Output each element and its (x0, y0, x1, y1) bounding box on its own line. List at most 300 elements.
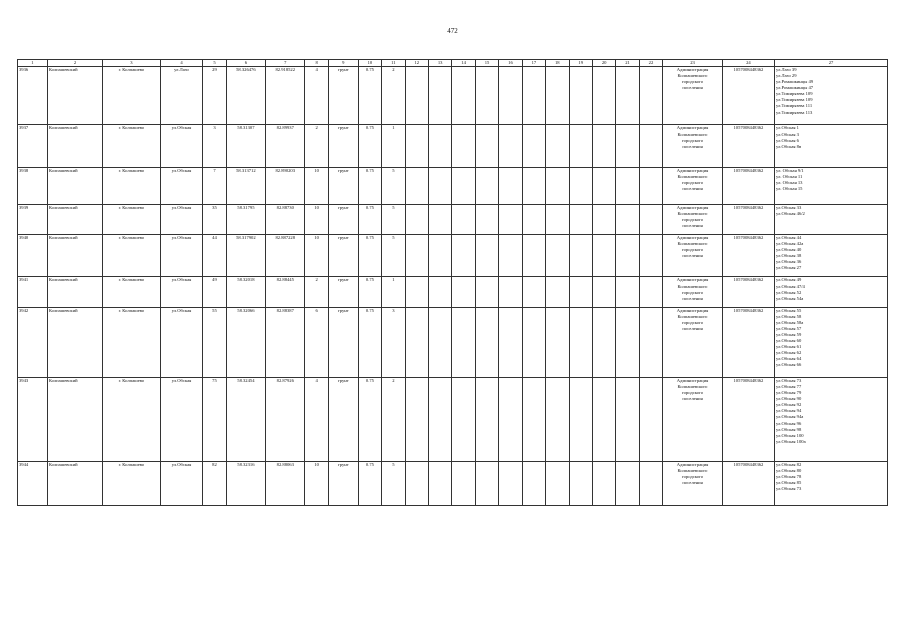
cell-street: ул.Лазо (160, 67, 203, 125)
owner-line: поселения (682, 253, 703, 259)
cell-n: 3938 (18, 167, 48, 204)
owner-line: Колпашевского (677, 241, 708, 247)
cell-district: Колпашевский (47, 378, 102, 462)
cell-empty (428, 307, 451, 377)
column-header: 8 (305, 60, 328, 67)
cell-addresses (774, 204, 887, 234)
cell-district: Колпашевский (47, 277, 102, 307)
cell-lon: 82.89937 (266, 125, 305, 167)
cell-empty (475, 204, 498, 234)
cell-empty (639, 378, 662, 462)
cell-ogrn: 1057008448362 (722, 125, 774, 167)
cell-cover: грунт (328, 167, 358, 204)
cell-ogrn: 1057008448362 (722, 378, 774, 462)
cell-lon: 82.88063 (266, 461, 305, 505)
addresses-line: ул.Обская 90 (775, 396, 802, 402)
cell-empty (452, 167, 475, 204)
cell-cnt: 5 (382, 235, 405, 277)
cell-lat: 58.32018 (226, 277, 265, 307)
cell-empty (475, 461, 498, 505)
cell-empty (522, 125, 545, 167)
addresses-line: ул.Обская 62 (775, 350, 802, 356)
column-header: 15 (475, 60, 498, 67)
cell-empty (522, 167, 545, 204)
cell-area: 4 (305, 378, 328, 462)
addresses-line: ул.Тимирязева 109 (775, 91, 813, 97)
cell-empty (569, 378, 592, 462)
cell-empty (405, 461, 428, 505)
addresses-line: ул.Обская 47/4 (775, 283, 805, 289)
cell-city: г. Колпашево (103, 125, 161, 167)
addresses-line: ул.Обская 73 (775, 485, 802, 491)
owner-line: поселения (682, 295, 703, 301)
cell-empty (499, 378, 522, 462)
cell-street: ул.Обская (160, 277, 203, 307)
column-header: 21 (616, 60, 639, 67)
cell-empty (592, 67, 615, 125)
cell-lat: 58.32316 (226, 461, 265, 505)
addresses-line: ул.Тимирязева 111 (775, 103, 813, 109)
owner-line: Колпашевского (677, 131, 708, 137)
cell-vol: 0.75 (358, 277, 381, 307)
addresses-line: ул.Обская 60 (775, 337, 802, 343)
cell-empty (522, 67, 545, 125)
cell-empty (522, 204, 545, 234)
cell-cnt: 5 (382, 167, 405, 204)
cell-empty (616, 307, 639, 377)
cell-area: 2 (305, 125, 328, 167)
cell-owner (663, 167, 723, 204)
cell-owner (663, 125, 723, 167)
cell-lat: 58.31795 (226, 204, 265, 234)
addresses-line: ул.Тимирязева 113 (775, 109, 813, 115)
cell-empty (546, 235, 569, 277)
cell-empty (452, 307, 475, 377)
cell-vol: 0.75 (358, 307, 381, 377)
addresses-line: ул.Обская 38 (775, 253, 802, 259)
cell-empty (405, 167, 428, 204)
cell-empty (405, 235, 428, 277)
cell-empty (522, 461, 545, 505)
addresses-line: ул. Обская 15 (775, 185, 803, 191)
cell-empty (569, 277, 592, 307)
cell-empty (546, 378, 569, 462)
cell-house: 49 (203, 277, 226, 307)
cell-empty (639, 67, 662, 125)
addresses-line: ул.Ромашкинцы 49 (775, 79, 814, 85)
column-header: 14 (452, 60, 475, 67)
cell-ogrn: 1057008448362 (722, 277, 774, 307)
cell-empty (546, 461, 569, 505)
cell-area: 2 (305, 277, 328, 307)
cell-empty (616, 378, 639, 462)
cell-empty (405, 378, 428, 462)
addresses-line: ул.Обская 82 (775, 461, 802, 467)
cell-empty (569, 461, 592, 505)
addresses-line: ул.Обская 1 (775, 125, 799, 131)
cell-empty (475, 235, 498, 277)
addresses-line: ул.Обская 6 (775, 137, 799, 143)
owner-line: Колпашевского (677, 467, 708, 473)
column-header: 6 (226, 60, 265, 67)
cell-empty (639, 235, 662, 277)
cell-empty (428, 235, 451, 277)
cell-n: 3936 (18, 67, 48, 125)
cell-city: г. Колпашево (103, 235, 161, 277)
cell-empty (592, 378, 615, 462)
cell-empty (428, 277, 451, 307)
cell-addresses (774, 277, 887, 307)
addresses-line: ул.Обская 52 (775, 289, 802, 295)
cell-district: Колпашевский (47, 461, 102, 505)
cell-empty (616, 235, 639, 277)
owner-line: поселения (682, 223, 703, 229)
column-header: 19 (569, 60, 592, 67)
addresses-line: ул.Обская 61 (775, 344, 802, 349)
table-row (18, 461, 888, 505)
cell-empty (475, 167, 498, 204)
cell-cnt: 2 (382, 67, 405, 125)
cell-empty (405, 277, 428, 307)
cell-lat: 58.32066 (226, 307, 265, 377)
column-header: 1 (18, 60, 48, 67)
cell-cnt: 5 (382, 461, 405, 505)
cell-empty (639, 461, 662, 505)
cell-empty (616, 67, 639, 125)
addresses-line: ул.Обская 73 (775, 378, 802, 384)
cell-cover: грунт (328, 461, 358, 505)
cell-empty (546, 67, 569, 125)
cell-n: 3944 (18, 461, 48, 505)
addresses-line: ул.Обская 79 (775, 390, 802, 396)
owner-line: городского (681, 247, 704, 253)
page-number: 472 (447, 27, 458, 35)
addresses-line: ул.Обская 96 (775, 420, 802, 426)
cell-area: 6 (305, 307, 328, 377)
cell-empty (428, 461, 451, 505)
cell-empty (475, 67, 498, 125)
addresses-line: ул.Лазо 29 (775, 73, 797, 79)
cell-empty (592, 204, 615, 234)
cell-ogrn: 1057008448362 (722, 235, 774, 277)
column-header: 23 (663, 60, 723, 67)
addresses-line: ул.Обская 55 (775, 307, 802, 313)
cell-empty (428, 204, 451, 234)
cell-house: 35 (203, 204, 226, 234)
owner-line: поселения (682, 479, 703, 485)
cell-ogrn: 1057008448362 (722, 167, 774, 204)
addresses-line: ул.Обская 44 (775, 235, 802, 241)
table-row (18, 277, 888, 307)
owner-line: городского (681, 473, 704, 479)
cell-lat: 58.313712 (226, 167, 265, 204)
cell-empty (522, 307, 545, 377)
addresses-line: ул.Обская 78 (775, 473, 802, 479)
column-header: 18 (546, 60, 569, 67)
cell-empty (569, 204, 592, 234)
cell-empty (499, 204, 522, 234)
cell-cover: грунт (328, 125, 358, 167)
cell-cover: грунт (328, 307, 358, 377)
cell-empty (546, 125, 569, 167)
cell-area: 10 (305, 235, 328, 277)
cell-empty (452, 204, 475, 234)
cell-ogrn: 1057008448362 (722, 461, 774, 505)
cell-cover: грунт (328, 378, 358, 462)
table-row (18, 378, 888, 462)
cell-empty (428, 378, 451, 462)
cell-empty (428, 67, 451, 125)
cell-empty (475, 277, 498, 307)
owner-line: городского (681, 289, 704, 295)
column-header: 2 (47, 60, 102, 67)
addresses-line: ул.Обская 92 (775, 402, 802, 408)
addresses-line: ул.Обская 80 (775, 467, 802, 473)
cell-area: 10 (305, 167, 328, 204)
cell-n: 3942 (18, 307, 48, 377)
addresses-line: ул.Обская 94а (775, 414, 804, 420)
column-header: 3 (103, 60, 161, 67)
addresses-line: ул.Обская 46/2 (775, 211, 805, 217)
addresses-line: ул.Обская 77 (775, 384, 802, 390)
cell-district: Колпашевский (47, 235, 102, 277)
cell-empty (522, 277, 545, 307)
addresses-line: ул.Обская 54а (775, 295, 804, 301)
table-row (18, 204, 888, 234)
owner-line: Администрация (676, 167, 709, 173)
column-header: 17 (522, 60, 545, 67)
cell-city: г. Колпашево (103, 67, 161, 125)
cell-empty (452, 125, 475, 167)
column-header: 27 (774, 60, 887, 67)
cell-district: Колпашевский (47, 67, 102, 125)
owner-line: городского (681, 137, 704, 143)
addresses-line: ул.Обская 98 (775, 426, 802, 432)
cell-empty (405, 204, 428, 234)
owner-line: городского (681, 179, 704, 185)
cell-cover: грунт (328, 204, 358, 234)
cell-addresses (774, 461, 887, 505)
cell-empty (639, 204, 662, 234)
addresses-line: ул.Обская 94 (775, 408, 802, 414)
owner-line: Колпашевского (677, 211, 708, 217)
cell-house: 55 (203, 307, 226, 377)
cell-house: 3 (203, 125, 226, 167)
addresses-line: ул.Лазо 39 (775, 67, 797, 73)
cell-owner (663, 461, 723, 505)
owner-line: Колпашевского (677, 313, 708, 319)
cell-district: Колпашевский (47, 307, 102, 377)
table-row (18, 167, 888, 204)
cell-n: 3939 (18, 204, 48, 234)
addresses-line: ул.Обская 100 (775, 432, 804, 438)
owner-line: поселения (682, 143, 703, 149)
cell-area: 10 (305, 204, 328, 234)
cell-empty (546, 204, 569, 234)
cell-street: ул.Обская (160, 125, 203, 167)
cell-cnt: 2 (382, 378, 405, 462)
column-header: 10 (358, 60, 381, 67)
cell-empty (499, 125, 522, 167)
cell-empty (546, 277, 569, 307)
addresses-line: ул.Ромашкинцы 47 (775, 85, 814, 91)
cell-owner (663, 67, 723, 125)
addresses-line: ул.Обская 27 (775, 265, 802, 271)
cell-empty (452, 277, 475, 307)
cell-addresses (774, 167, 887, 204)
cell-n: 3941 (18, 277, 48, 307)
cell-area: 10 (305, 461, 328, 505)
addresses-line: ул.Обская 49 (775, 277, 802, 283)
addresses-line: ул.Обская 8в (775, 143, 802, 149)
cell-addresses (774, 378, 887, 462)
cell-street: ул.Обская (160, 204, 203, 234)
owner-line: Администрация (676, 125, 709, 131)
cell-empty (405, 125, 428, 167)
cell-cnt: 1 (382, 125, 405, 167)
cell-empty (475, 125, 498, 167)
cell-lon: 82.87926 (266, 378, 305, 462)
cell-empty (475, 307, 498, 377)
column-header: 24 (722, 60, 774, 67)
cell-city: г. Колпашево (103, 461, 161, 505)
cell-vol: 0.75 (358, 67, 381, 125)
owner-line: Администрация (676, 235, 709, 241)
addresses-line: ул.Обская 59 (775, 331, 802, 337)
cell-empty (616, 277, 639, 307)
cell-house: 44 (203, 235, 226, 277)
cell-lon: 82.88445 (266, 277, 305, 307)
cell-empty (592, 167, 615, 204)
cell-district: Колпашевский (47, 204, 102, 234)
cell-street: ул.Обская (160, 235, 203, 277)
cell-empty (569, 167, 592, 204)
cell-addresses (774, 67, 887, 125)
cell-lat: 58.32454 (226, 378, 265, 462)
header-row (18, 60, 888, 67)
cell-empty (499, 167, 522, 204)
addresses-line: ул. Обская 13 (775, 179, 803, 185)
cell-district: Колпашевский (47, 125, 102, 167)
cell-ogrn: 1057008448362 (722, 204, 774, 234)
cell-empty (569, 307, 592, 377)
cell-empty (499, 67, 522, 125)
owner-line: Администрация (676, 378, 709, 384)
table-row (18, 125, 888, 167)
cell-ogrn: 1057008448362 (722, 307, 774, 377)
cell-house: 7 (203, 167, 226, 204)
cell-city: г. Колпашево (103, 307, 161, 377)
cell-empty (522, 378, 545, 462)
addresses-line: ул.Обская 64 (775, 356, 802, 362)
cell-lat: 58.317902 (226, 235, 265, 277)
owner-line: поселения (682, 85, 703, 91)
cell-empty (569, 67, 592, 125)
cell-vol: 0.75 (358, 167, 381, 204)
addresses-line: ул.Обская 85 (775, 479, 802, 485)
column-header: 16 (499, 60, 522, 67)
cell-lat: 58.31307 (226, 125, 265, 167)
addresses-line: ул.Обская 58а (775, 319, 804, 325)
table-row (18, 307, 888, 377)
column-header: 5 (203, 60, 226, 67)
cell-vol: 0.75 (358, 204, 381, 234)
cell-empty (546, 307, 569, 377)
addresses-line: ул.Обская 100а (775, 438, 806, 444)
cell-empty (639, 307, 662, 377)
cell-addresses (774, 235, 887, 277)
cell-addresses (774, 307, 887, 377)
cell-empty (639, 277, 662, 307)
cell-empty (428, 167, 451, 204)
addresses-line: ул.Обская 42а (775, 241, 804, 247)
column-header: 9 (328, 60, 358, 67)
cell-empty (569, 235, 592, 277)
registry-table (17, 59, 888, 506)
cell-house: 75 (203, 378, 226, 462)
cell-empty (592, 277, 615, 307)
cell-house: 82 (203, 461, 226, 505)
owner-line: поселения (682, 396, 703, 402)
cell-vol: 0.75 (358, 125, 381, 167)
addresses-line: ул. Обская 9/1 (775, 167, 804, 173)
cell-city: г. Колпашево (103, 277, 161, 307)
owner-line: Колпашевского (677, 283, 708, 289)
cell-cover: грунт (328, 235, 358, 277)
owner-line: Администрация (676, 307, 709, 313)
cell-empty (592, 125, 615, 167)
cell-city: г. Колпашево (103, 167, 161, 204)
addresses-line: ул.Тимирязева 109 (775, 97, 813, 103)
cell-empty (569, 125, 592, 167)
cell-empty (616, 204, 639, 234)
owner-line: поселения (682, 185, 703, 191)
cell-empty (522, 235, 545, 277)
owner-line: Администрация (676, 204, 709, 210)
cell-empty (592, 235, 615, 277)
cell-city: г. Колпашево (103, 378, 161, 462)
owner-line: Администрация (676, 277, 709, 283)
column-header: 22 (639, 60, 662, 67)
cell-lat: 58.326476 (226, 67, 265, 125)
cell-empty (616, 125, 639, 167)
owner-line: Колпашевского (677, 384, 708, 390)
cell-street: ул.Обская (160, 378, 203, 462)
cell-cover: грунт (328, 277, 358, 307)
addresses-line: ул. Обская 11 (775, 173, 803, 179)
cell-empty (616, 461, 639, 505)
owner-line: Колпашевского (677, 173, 708, 179)
cell-street: ул.Обская (160, 461, 203, 505)
cell-empty (639, 125, 662, 167)
addresses-line: ул.Обская 57 (775, 325, 802, 331)
addresses-line: ул.Обская 36 (775, 259, 802, 265)
cell-district: Колпашевский (47, 167, 102, 204)
cell-owner (663, 277, 723, 307)
cell-lon: 82.918522 (266, 67, 305, 125)
table-row (18, 235, 888, 277)
cell-street: ул.Обская (160, 307, 203, 377)
column-header: 11 (382, 60, 405, 67)
cell-empty (452, 378, 475, 462)
cell-city: г. Колпашево (103, 204, 161, 234)
cell-lon: 82.890203 (266, 167, 305, 204)
cell-empty (499, 307, 522, 377)
cell-empty (452, 235, 475, 277)
cell-owner (663, 307, 723, 377)
cell-vol: 0.75 (358, 378, 381, 462)
cell-vol: 0.75 (358, 235, 381, 277)
